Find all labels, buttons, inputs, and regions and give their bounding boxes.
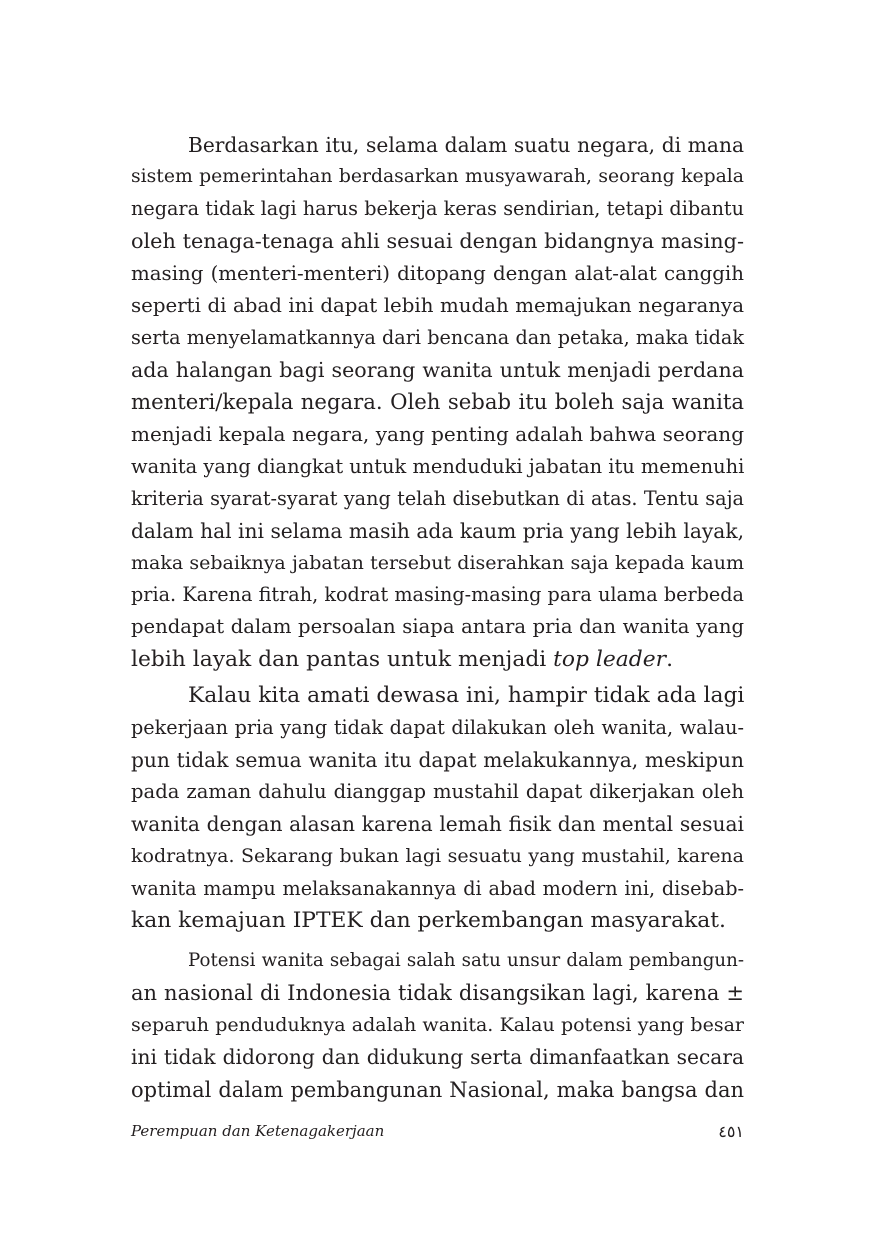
- text-line: pekerjaan pria yang tidak dapat dilakukan oleh wanita, walau-: [131, 715, 744, 739]
- body-text: [131, 129, 744, 1106]
- paragraph: [131, 945, 744, 1106]
- text-line: ini tidak didorong dan didukung serta dimanfaatkan secara: [131, 1045, 744, 1070]
- text-line: pada zaman dahulu dianggap mustahil dapat dikerjakan oleh: [131, 780, 744, 804]
- text-line: wanita mampu melaksanakannya di abad modern ini, disebab-: [131, 876, 744, 900]
- text-line: pria. Karena fitrah, kodrat masing-masing para ulama berbeda: [131, 583, 744, 607]
- text-line: menjadi kepala negara, yang penting adalah bahwa seorang: [131, 422, 744, 447]
- text-line: pun tidak semua wanita itu dapat melakukannya, meskipun: [131, 747, 744, 772]
- text-line: menteri/kepala negara. Oleh sebab itu boleh saja wanita: [131, 389, 744, 415]
- text-line: sistem pemerintahan berdasarkan musyawarah, seorang kepala: [131, 166, 744, 188]
- page-number: ٤٥١: [718, 1122, 744, 1141]
- text-line: maka sebaiknya jabatan tersebut diserahkan saja kepada kaum: [131, 552, 744, 575]
- running-footer-title: Perempuan dan Ketenagakerjaan: [131, 1122, 385, 1140]
- text-line: separuh penduduknya adalah wanita. Kalau potensi yang besar: [131, 1014, 744, 1037]
- text-line: wanita dengan alasan karena lemah fisik dan mental sesuai: [131, 812, 744, 837]
- paragraph: [131, 680, 744, 937]
- text-line: optimal dalam pembangunan Nasional, maka bangsa dan: [131, 1077, 744, 1102]
- text-line: [131, 644, 744, 676]
- text-line: ada halangan bagi seorang wanita untuk menjadi perdana: [131, 358, 744, 383]
- page-footer: [131, 1122, 744, 1146]
- text-line: pendapat dalam persoalan siapa antara pria dan wanita yang: [131, 615, 744, 639]
- text-line: Kalau kita amati dewasa ini, hampir tidak ada lagi: [188, 682, 745, 708]
- text-line: Berdasarkan itu, selama dalam suatu negara, di mana: [188, 133, 744, 157]
- text-line: kriteria syarat-syarat yang telah disebutkan di atas. Tentu saja: [131, 486, 744, 510]
- text-line: dalam hal ini selama masih ada kaum pria yang lebih layak,: [131, 518, 744, 543]
- text-line: kan kemajuan IPTEK dan perkembangan masyarakat.: [131, 907, 726, 933]
- text-line: an nasional di Indonesia tidak disangsikan lagi, karena ±: [131, 981, 744, 1006]
- text-line: seperti di abad ini dapat lebih mudah memajukan negaranya: [131, 293, 744, 317]
- text-line: serta menyelamatkannya dari bencana dan petaka, maka tidak: [131, 325, 744, 349]
- text-run: .: [666, 646, 674, 672]
- italic-phrase: top leader: [553, 646, 667, 672]
- text-line: wanita yang diangkat untuk menduduki jabatan itu memenuhi: [131, 454, 745, 478]
- paragraph: [131, 129, 744, 676]
- text-line: negara tidak lagi harus bekerja keras sendirian, tetapi dibantu: [131, 197, 744, 221]
- text-line: kodratnya. Sekarang bukan lagi sesuatu yang mustahil, karena: [131, 845, 744, 868]
- text-line: Potensi wanita sebagai salah satu unsur dalam pembangun-: [188, 949, 744, 971]
- text-line: oleh tenaga-tenaga ahli sesuai dengan bidangnya masing-: [131, 229, 744, 254]
- text-run: lebih layak dan pantas untuk menjadi: [131, 646, 554, 672]
- text-line: masing (menteri-menteri) ditopang dengan alat-alat canggih: [131, 261, 744, 285]
